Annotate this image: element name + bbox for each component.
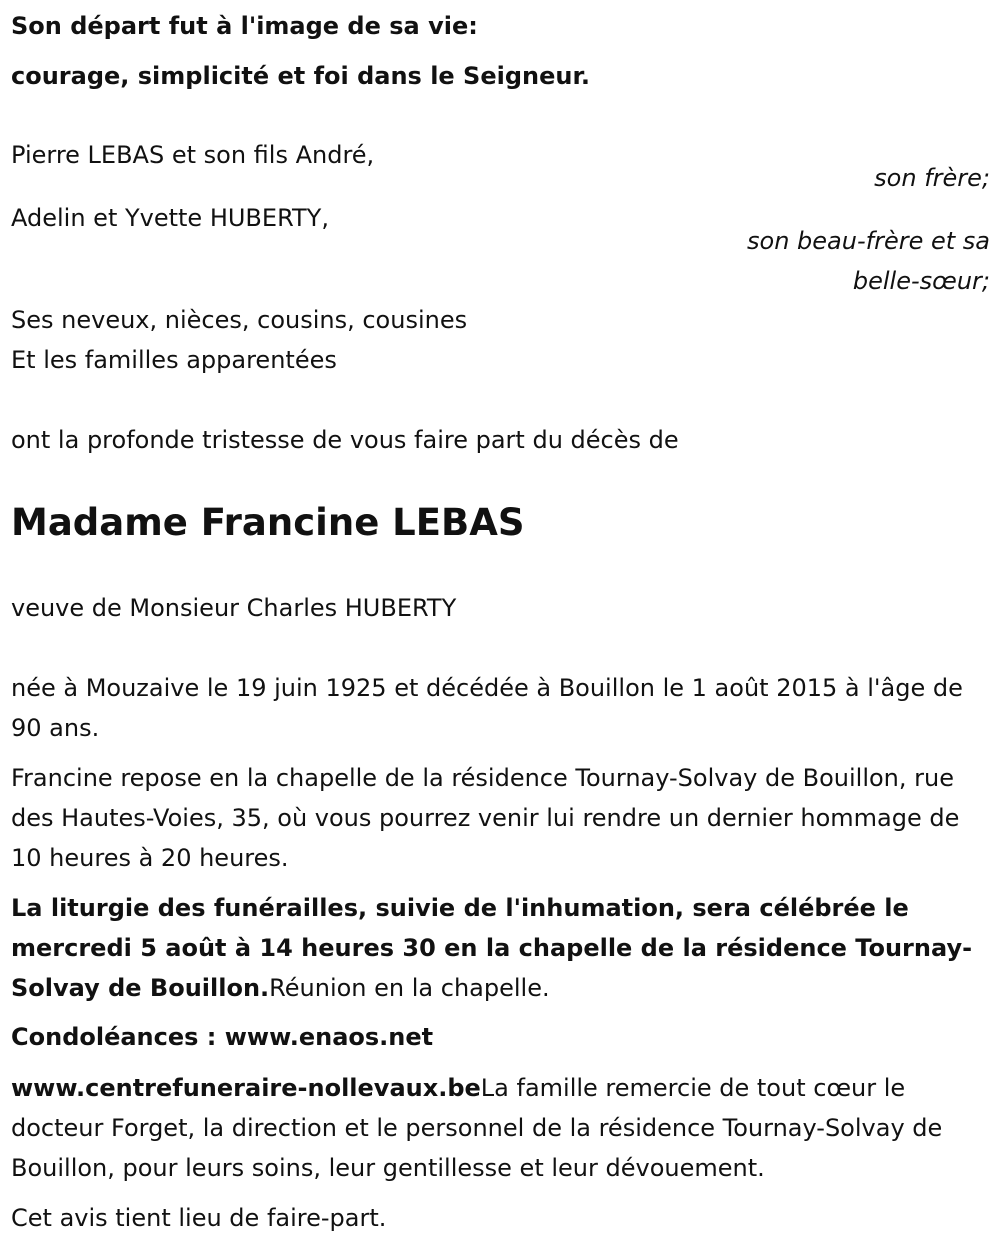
family-brother-role: son frère; xyxy=(874,164,990,192)
birth-death-paragraph: née à Mouzaive le 19 juin 1925 et décédée à Bouillon le 1 août 2015 à l'âge de 90 ans. xyxy=(11,674,963,742)
condolences-line: Condoléances : www.enaos.net xyxy=(11,1023,434,1051)
family-brother: Pierre LEBAS et son fils André, xyxy=(11,141,375,169)
liturgy-paragraph xyxy=(11,888,991,1008)
family-inlaws: Adelin et Yvette HUBERTY, xyxy=(11,204,329,232)
liturgy-bold: La liturgie des funérailles, suivie de l'inhumation, sera célébrée le mercredi 5 août à 14 heures 30 en la chapelle de la résidence Tournay-Solvay de Bouillon. xyxy=(11,894,973,1002)
visitation-paragraph: Francine repose en la chapelle de la résidence Tournay-Solvay de Bouillon, rue des Hautes-Voies, 35, où vous pourrez venir lui rendre un dernier hommage de 10 heures à 20 heures. xyxy=(11,764,960,872)
widow-of: veuve de Monsieur Charles HUBERTY xyxy=(11,594,457,622)
announcement-text: ont la profonde tristesse de vous faire part du décès de xyxy=(11,426,679,454)
heading-line-2: courage, simplicité et foi dans le Seigneur. xyxy=(11,62,590,90)
liturgy-normal: Réunion en la chapelle. xyxy=(269,974,550,1002)
thanks-text: La famille remercie de tout cœur le docteur Forget, la direction et le personnel de la résidence Tournay-Solvay de Bouillon, pour leurs soins, leur gentillesse et leur dévouement. xyxy=(11,1074,943,1182)
family-relatives: Et les familles apparentées xyxy=(11,346,337,374)
thanks-paragraph xyxy=(11,1068,991,1188)
heading-line-1: Son départ fut à l'image de sa vie: xyxy=(11,12,478,40)
family-nephews: Ses neveux, nièces, cousins, cousines xyxy=(11,306,468,334)
family-inlaws-role-1: son beau-frère et sa xyxy=(747,227,990,255)
funeral-home-link[interactable]: www.centrefuneraire-nollevaux.be xyxy=(11,1074,481,1102)
deceased-name: Madame Francine LEBAS xyxy=(11,501,525,544)
family-inlaws-role-2: belle-sœur; xyxy=(852,267,990,295)
closing-line: Cet avis tient lieu de faire-part. xyxy=(11,1204,387,1232)
